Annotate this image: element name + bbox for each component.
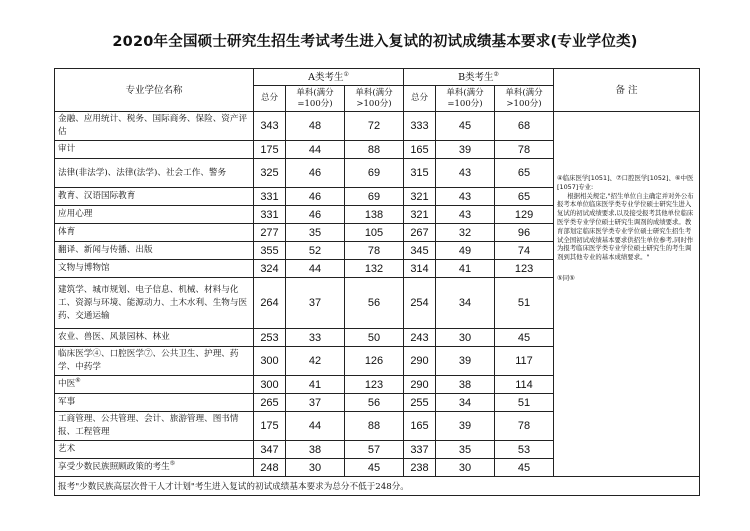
score-b-single100: 30 bbox=[436, 459, 495, 477]
score-a-single100: 38 bbox=[286, 441, 345, 459]
degree-name-cell: 文物与博物馆 bbox=[55, 260, 254, 278]
score-b-single100: 38 bbox=[436, 376, 495, 394]
score-b-single150: 117 bbox=[495, 347, 554, 376]
header-name-col: 专业学位名称 bbox=[55, 69, 254, 112]
score-b-single150: 78 bbox=[495, 141, 554, 159]
score-b-total: 243 bbox=[404, 329, 436, 347]
remarks-line-2: 根据相关规定,"招生单位自主确定并对外公布报考本单位临床医学类专业学位硕士研究生进入复试的初试成绩要求,以及接受报考其他单位临床医学类专业学位硕士研究生调剂的成绩要求。教育部划定临床医学类专业学位硕士研究生招生考试全国初试成绩基本要求供招生单位参考,同时作为报考临床医学类专业学位硕士研究生的考生调剂到其他专业的基本成绩要求。" bbox=[557, 191, 694, 262]
score-b-single100: 39 bbox=[436, 347, 495, 376]
score-a-single150: 123 bbox=[345, 376, 404, 394]
degree-name-cell: 体育 bbox=[55, 224, 254, 242]
remarks-line-3: ⑤同⑤ bbox=[557, 273, 575, 282]
score-b-total: 345 bbox=[404, 242, 436, 260]
score-a-single150: 138 bbox=[345, 206, 404, 224]
score-a-total: 331 bbox=[254, 188, 286, 206]
score-b-total: 321 bbox=[404, 206, 436, 224]
score-b-single100: 35 bbox=[436, 441, 495, 459]
score-a-single150: 72 bbox=[345, 112, 404, 141]
score-b-single100: 39 bbox=[436, 141, 495, 159]
score-a-single150: 50 bbox=[345, 329, 404, 347]
score-b-single150: 51 bbox=[495, 278, 554, 329]
score-a-single100: 48 bbox=[286, 112, 345, 141]
header-a-total: 总分 bbox=[254, 86, 286, 112]
score-b-single150: 65 bbox=[495, 188, 554, 206]
degree-name-cell: 金融、应用统计、税务、国际商务、保险、资产评估 bbox=[55, 112, 254, 141]
score-a-total: 277 bbox=[254, 224, 286, 242]
score-a-single150: 56 bbox=[345, 278, 404, 329]
score-a-single150: 88 bbox=[345, 141, 404, 159]
score-b-total: 267 bbox=[404, 224, 436, 242]
score-b-single100: 34 bbox=[436, 278, 495, 329]
degree-name-cell: 翻译、新闻与传播、出版 bbox=[55, 242, 254, 260]
score-b-single100: 43 bbox=[436, 159, 495, 188]
remarks-line-1: ④临床医学[1051]、⑦口腔医学[1052]、⑥中医[1057]专业: bbox=[557, 174, 694, 191]
footnote-mark-a: ① bbox=[343, 70, 349, 78]
degree-name-cell: 中医⑥ bbox=[55, 376, 254, 394]
degree-name-cell: 享受少数民族照顾政策的考生⑤ bbox=[55, 459, 254, 477]
score-b-total: 165 bbox=[404, 412, 436, 441]
score-b-single100: 32 bbox=[436, 224, 495, 242]
degree-name-cell: 军事 bbox=[55, 394, 254, 412]
score-a-single100: 37 bbox=[286, 278, 345, 329]
degree-name-cell: 建筑学、城市规划、电子信息、机械、材料与化工、资源与环境、能源动力、土木水利、生物与医药、交通运输 bbox=[55, 278, 254, 329]
score-b-single150: 65 bbox=[495, 159, 554, 188]
footer-note: 报考"少数民族高层次骨干人才计划"考生进入复试的初试成绩基本要求为总分不低于248分。 bbox=[55, 477, 700, 496]
score-b-total: 290 bbox=[404, 376, 436, 394]
score-a-single100: 30 bbox=[286, 459, 345, 477]
footnote-mark: ⑥ bbox=[75, 377, 81, 385]
degree-name-cell: 教育、汉语国际教育 bbox=[55, 188, 254, 206]
score-a-single150: 69 bbox=[345, 188, 404, 206]
score-b-total: 165 bbox=[404, 141, 436, 159]
score-b-single100: 30 bbox=[436, 329, 495, 347]
score-a-single100: 42 bbox=[286, 347, 345, 376]
score-a-single100: 37 bbox=[286, 394, 345, 412]
score-b-total: 314 bbox=[404, 260, 436, 278]
header-b-total: 总分 bbox=[404, 86, 436, 112]
score-a-single150: 126 bbox=[345, 347, 404, 376]
score-a-single100: 44 bbox=[286, 141, 345, 159]
score-b-single150: 53 bbox=[495, 441, 554, 459]
footer-row bbox=[55, 477, 700, 496]
score-a-total: 343 bbox=[254, 112, 286, 141]
score-a-total: 265 bbox=[254, 394, 286, 412]
score-a-total: 324 bbox=[254, 260, 286, 278]
score-a-single150: 132 bbox=[345, 260, 404, 278]
score-a-single150: 69 bbox=[345, 159, 404, 188]
score-b-single100: 43 bbox=[436, 206, 495, 224]
score-a-single150: 57 bbox=[345, 441, 404, 459]
header-a-single100: 单科(满分 =100分) bbox=[286, 86, 345, 112]
footnote-mark: ⑤ bbox=[169, 460, 176, 468]
score-b-total: 321 bbox=[404, 188, 436, 206]
footnote-mark-b: ② bbox=[493, 70, 499, 78]
score-table bbox=[54, 68, 700, 496]
score-a-total: 331 bbox=[254, 206, 286, 224]
degree-name-cell: 法律(非法学)、法律(法学)、社会工作、警务 bbox=[55, 159, 254, 188]
score-a-single150: 45 bbox=[345, 459, 404, 477]
score-b-single150: 74 bbox=[495, 242, 554, 260]
score-b-single150: 123 bbox=[495, 260, 554, 278]
score-a-total: 175 bbox=[254, 141, 286, 159]
score-b-single100: 34 bbox=[436, 394, 495, 412]
score-b-single150: 78 bbox=[495, 412, 554, 441]
score-a-single100: 44 bbox=[286, 260, 345, 278]
score-a-single100: 46 bbox=[286, 188, 345, 206]
score-a-single150: 88 bbox=[345, 412, 404, 441]
score-b-single150: 129 bbox=[495, 206, 554, 224]
score-b-single150: 45 bbox=[495, 329, 554, 347]
score-b-single150: 68 bbox=[495, 112, 554, 141]
score-a-single100: 44 bbox=[286, 412, 345, 441]
header-a-single150: 单科(满分 >100分) bbox=[345, 86, 404, 112]
score-a-total: 347 bbox=[254, 441, 286, 459]
header-remarks: 备 注 bbox=[554, 69, 700, 112]
score-a-single100: 33 bbox=[286, 329, 345, 347]
score-a-single100: 46 bbox=[286, 159, 345, 188]
degree-name-cell: 工商管理、公共管理、会计、旅游管理、图书情报、工程管理 bbox=[55, 412, 254, 441]
score-b-total: 333 bbox=[404, 112, 436, 141]
score-a-single100: 46 bbox=[286, 206, 345, 224]
score-a-single100: 35 bbox=[286, 224, 345, 242]
score-a-total: 300 bbox=[254, 376, 286, 394]
table-body bbox=[55, 112, 700, 496]
score-a-total: 253 bbox=[254, 329, 286, 347]
score-b-single150: 96 bbox=[495, 224, 554, 242]
degree-name-cell: 应用心理 bbox=[55, 206, 254, 224]
score-b-total: 315 bbox=[404, 159, 436, 188]
degree-name-cell: 农业、兽医、风景园林、林业 bbox=[55, 329, 254, 347]
degree-name-cell: 审计 bbox=[55, 141, 254, 159]
score-a-total: 325 bbox=[254, 159, 286, 188]
page-title: 2020年全国硕士研究生招生考试考生进入复试的初试成绩基本要求(专业学位类) bbox=[112, 34, 638, 50]
score-a-total: 248 bbox=[254, 459, 286, 477]
score-a-single100: 52 bbox=[286, 242, 345, 260]
score-b-single100: 49 bbox=[436, 242, 495, 260]
score-b-total: 238 bbox=[404, 459, 436, 477]
score-a-single150: 78 bbox=[345, 242, 404, 260]
header-group-b: B类考生② bbox=[404, 69, 554, 86]
score-b-total: 254 bbox=[404, 278, 436, 329]
score-b-total: 337 bbox=[404, 441, 436, 459]
score-b-single150: 51 bbox=[495, 394, 554, 412]
score-a-total: 300 bbox=[254, 347, 286, 376]
score-b-total: 290 bbox=[404, 347, 436, 376]
degree-name-cell: 临床医学④、口腔医学⑦、公共卫生、护理、药学、中药学 bbox=[55, 347, 254, 376]
score-a-total: 264 bbox=[254, 278, 286, 329]
header-b-single150: 单科(满分 >100分) bbox=[495, 86, 554, 112]
score-a-single150: 105 bbox=[345, 224, 404, 242]
score-b-single150: 45 bbox=[495, 459, 554, 477]
header-b-single100: 单科(满分 =100分) bbox=[436, 86, 495, 112]
score-a-single150: 56 bbox=[345, 394, 404, 412]
score-b-single100: 39 bbox=[436, 412, 495, 441]
score-a-total: 175 bbox=[254, 412, 286, 441]
table-row bbox=[55, 112, 700, 141]
score-b-single100: 45 bbox=[436, 112, 495, 141]
score-b-single100: 43 bbox=[436, 188, 495, 206]
score-b-single100: 41 bbox=[436, 260, 495, 278]
degree-name-cell: 艺术 bbox=[55, 441, 254, 459]
score-a-total: 355 bbox=[254, 242, 286, 260]
score-b-single150: 114 bbox=[495, 376, 554, 394]
score-a-single100: 41 bbox=[286, 376, 345, 394]
score-b-total: 255 bbox=[404, 394, 436, 412]
header-group-a: A类考生① bbox=[254, 69, 404, 86]
remarks-cell bbox=[554, 112, 700, 477]
